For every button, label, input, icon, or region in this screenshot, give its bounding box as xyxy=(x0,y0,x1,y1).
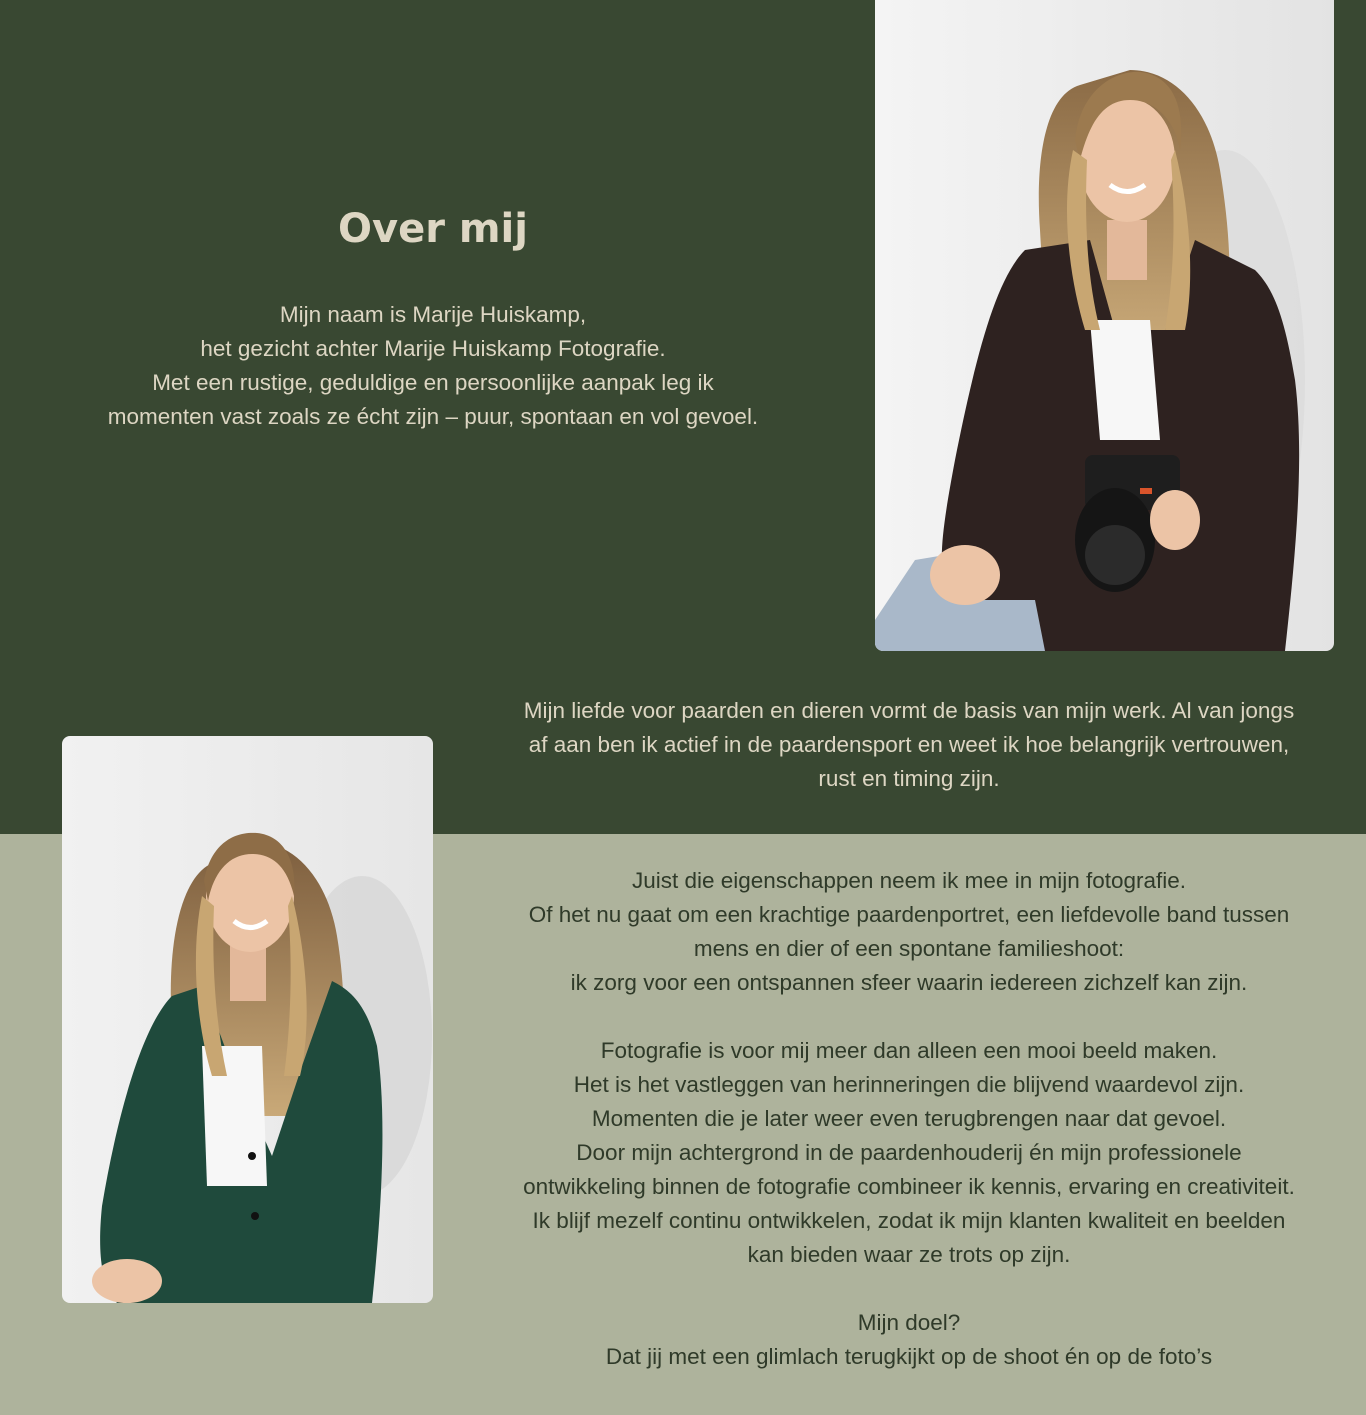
text-line: Mijn liefde voor paarden en dieren vormt de basis van mijn werk. Al van jongs xyxy=(523,698,1295,723)
text-line: kan bieden waar ze trots op zijn. xyxy=(747,1242,1071,1267)
text-line: Juist die eigenschappen neem ik mee in mijn fotografie. xyxy=(631,868,1187,893)
love-for-horses-paragraph xyxy=(456,694,1362,796)
text-line: af aan ben ik actief in de paardensport en weet ik hoe belangrijk vertrouwen, xyxy=(528,732,1290,757)
intro-line: Met een rustige, geduldige en persoonlijke aanpak leg ik xyxy=(152,370,714,395)
text-line: Ik blijf mezelf continu ontwikkelen, zodat ik mijn klanten kwaliteit en beelden xyxy=(532,1208,1286,1233)
intro-line: momenten vast zoals ze écht zijn – puur, spontaan en vol gevoel. xyxy=(107,404,759,429)
text-line: Of het nu gaat om een krachtige paardenportret, een liefdevolle band tussen xyxy=(528,902,1290,927)
text-line: ontwikkeling binnen de fotografie combineer ik kennis, ervaring en creativiteit. xyxy=(523,1174,1295,1199)
about-photography-text xyxy=(456,864,1362,1374)
text-line: mens en dier of een spontane familieshoot: xyxy=(693,936,1125,961)
paragraph-spacer xyxy=(456,1272,1362,1306)
text-line: Het is het vastleggen van herinneringen die blijvend waardevol zijn. xyxy=(573,1072,1245,1097)
portrait-photo-brown-blazer xyxy=(875,0,1334,651)
portrait-photo-green-blazer xyxy=(62,736,433,1303)
text-line: rust en timing zijn. xyxy=(818,766,1000,791)
text-line: Dat jij met een glimlach terugkijkt op de shoot én op de foto’s xyxy=(605,1344,1213,1369)
paragraph-spacer xyxy=(456,1000,1362,1034)
page-title: Over mij xyxy=(338,206,528,252)
text-line: Door mijn achtergrond in de paardenhouderij én mijn professionele xyxy=(576,1140,1242,1165)
intro-line: Mijn naam is Marije Huiskamp, xyxy=(279,302,587,327)
text-line: Momenten die je later weer even terugbrengen naar dat gevoel. xyxy=(591,1106,1227,1131)
intro-paragraph xyxy=(40,298,826,434)
text-line: ik zorg voor een ontspannen sfeer waarin iedereen zichzelf kan zijn. xyxy=(570,970,1248,995)
text-line: Fotografie is voor mij meer dan alleen een mooi beeld maken. xyxy=(600,1038,1218,1063)
text-line: Mijn doel? xyxy=(857,1310,961,1335)
intro-line: het gezicht achter Marije Huiskamp Fotografie. xyxy=(200,336,666,361)
